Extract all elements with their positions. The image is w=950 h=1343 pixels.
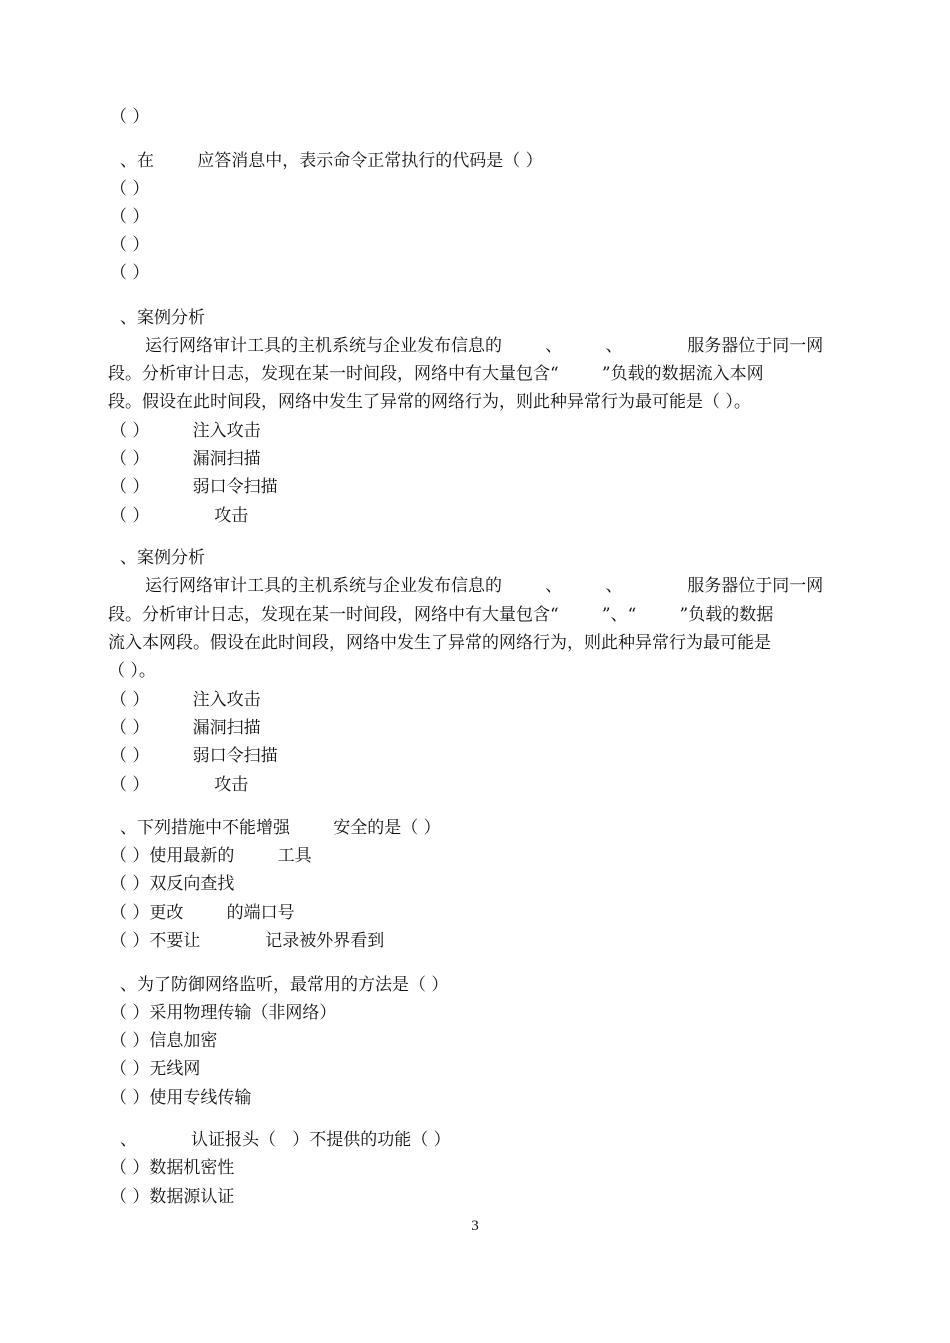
option-line: （ ） <box>110 179 150 199</box>
option-line: （ ）使用专线传输 <box>110 1088 252 1108</box>
option-line: （ ）不要让 记录被外界看到 <box>110 931 385 951</box>
question-line: 、为了防御网络监听，最常用的方法是（ ） <box>120 975 449 995</box>
option-line: （ ）数据机密性 <box>110 1158 235 1178</box>
option-line: （ ） <box>110 207 150 227</box>
paragraph-line: 段。分析审计日志，发现在某一时间段，网络中有大量包含“ ”、“ ”负载的数据 <box>108 605 774 625</box>
option-line: （ ） 漏洞扫描 <box>110 718 261 738</box>
paragraph-line: 段。假设在此时间段，网络中发生了异常的网络行为，则此种异常行为最可能是（ ）。 <box>108 392 751 412</box>
option-line: （ ）使用最新的 工具 <box>110 846 312 866</box>
option-line: （ ） 攻击 <box>110 775 249 795</box>
question-line: 、案例分析 <box>120 308 205 328</box>
paragraph-line: 流入本网段。假设在此时间段，网络中发生了异常的网络行为，则此种异常行为最可能是 <box>108 633 771 653</box>
option-line: （ ）信息加密 <box>110 1031 218 1051</box>
question-line: 、下列措施中不能增强 安全的是（ ） <box>120 818 441 838</box>
question-line: 、在 应答消息中，表示命令正常执行的代码是（ ） <box>120 151 543 171</box>
paragraph-line: 运行网络审计工具的主机系统与企业发布信息的 、 、 服务器位于同一网 <box>145 576 824 596</box>
option-line: （ ） 漏洞扫描 <box>110 449 261 469</box>
paragraph-line: 运行网络审计工具的主机系统与企业发布信息的 、 、 服务器位于同一网 <box>145 336 824 356</box>
option-line: （ ） 弱口令扫描 <box>110 477 278 497</box>
question-line: 、 认证报头（ ）不提供的功能（ ） <box>120 1130 451 1150</box>
option-line: （ ） 注入攻击 <box>110 421 261 441</box>
option-line: （ ）数据源认证 <box>110 1187 235 1207</box>
option-line: （ ） 注入攻击 <box>110 690 261 710</box>
option-line: （ ） 攻击 <box>110 506 249 526</box>
option-line: （ ）采用物理传输（非网络） <box>110 1003 337 1023</box>
page-number: 3 <box>471 1218 479 1234</box>
option-line: （ ） <box>110 263 150 283</box>
question-line: 、案例分析 <box>120 548 205 568</box>
option-line: （ ） <box>110 235 150 255</box>
paragraph-line: （ ）。 <box>108 661 156 681</box>
paragraph-line: 段。分析审计日志，发现在某一时间段，网络中有大量包含“ ”负载的数据流入本网 <box>108 364 764 384</box>
option-line: （ ） 弱口令扫描 <box>110 746 278 766</box>
option-line: （ ）更改 的端口号 <box>110 903 295 923</box>
option-line: （ ） <box>110 107 150 127</box>
option-line: （ ）双反向查找 <box>110 874 235 894</box>
option-line: （ ）无线网 <box>110 1059 201 1079</box>
